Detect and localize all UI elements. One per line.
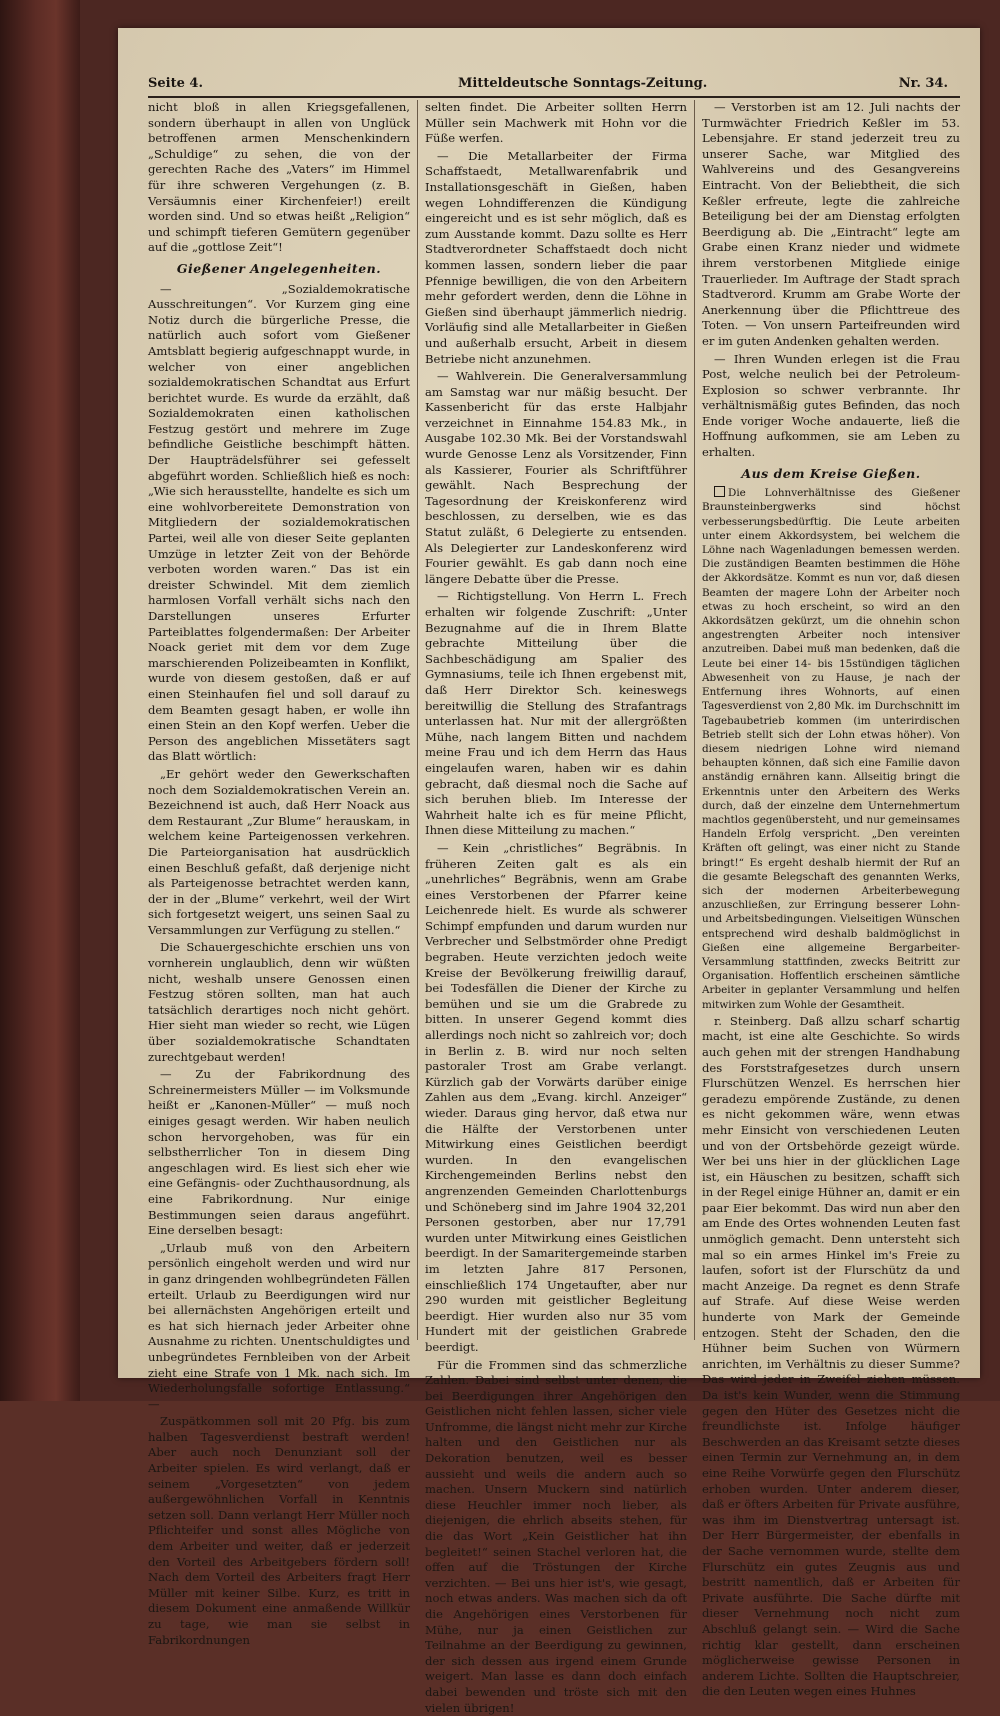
paragraph: „Urlaub muß von den Arbeitern persönlich eingeholt werden und wird nur in ganz dringenden wohlbegründeten Fällen erteilt. Urlaub zu Beerdigungen wird nur bei allernächsten Angehörigen erteilt und es hat sich hiernach jeder Arbeiter ohne Ausnahme zu richten. Unentschuldigtes und unbegründetes Fernbleiben von der Arbeit zieht eine Strafe von 1 Mk. nach sich. Im Wiederholungsfalle sofortige Entlassung.“ —: [148, 1241, 410, 1413]
book-spine: [0, 0, 80, 1401]
paragraph: Zuspätkommen soll mit 20 Pfg. bis zum halben Tagesverdienst bestraft werden! Aber auch noch Denunziant soll der Arbeiter spielen. Es wird verlangt, daß er seinem „Vorgesetzten“ von jedem außergewöhnlichen Vorfall in Kenntnis setzen soll. Dann verlangt Herr Müller noch Pflichteifer und sonst alles Mögliche von dem Arbeiter und weiter, daß er jederzeit den Vorteil des Arbeitgebers fördern soll! Nach dem Vorteil des Arbeiters fragt Herr Müller mit keiner Silbe. Kurz, es tritt in diesem Dokument eine anmaßende Willkür zu tage, wie man sie selbst in Fabrikordnungen: [148, 1414, 410, 1648]
paragraph: nicht bloß in allen Kriegsgefallenen, sondern überhaupt in allen von Unglück betroffenen armen Menschenkindern „Schuldige“ zu sehen, die von der gerechten Rache des „Vaters“ im Himmel für ihre schweren Vergehungen (z. B. Versäumnis einer Kirchenfeier!) ereilt worden sind. Und so etwas heißt „Religion“ und schimpft tieferen Gemütern gegenüber auf die „gottlose Zeit“!: [148, 100, 410, 256]
paragraph: — „Sozialdemokratische Ausschreitungen“. Vor Kurzem ging eine Notiz durch die bürgerliche Presse, die natürlich auch sofort vom Gießener Amtsblatt begierig aufgeschnappt wurde, in welcher von einer angeblichen sozialdemokratischen Schandtat aus Erfurt berichtet wurde. Es wurde da erzählt, daß Sozialdemokraten einen katholischen Festzug gestört und mehrere im Zuge befindliche Geistliche beschimpft hätten. Der Haupträdelsführer sei gefesselt abgeführt worden. Schließlich hieß es noch: „Wie sich herausstellte, handelte es sich um eine wohlvorbereitete Demonstration von Mitgliedern der sozialdemokratischen Partei, weil alle von dieser Seite geplanten Umzüge in letzter Zeit von der Behörde verboten worden waren.“ Das ist ein dreister Schwindel. Mit dem ziemlich harmlosen Vorfall verhält sichs nach den Darstellungen unseres Erfurter Parteiblattes folgendermaßen: Der Arbeiter Noack geriet mit dem vor dem Zuge marschierenden Polizeibeamten in Konflikt, wurde von diesem gestoßen, daß er auf einen Steinhaufen fiel und soll darauf zu dem Beamten gesagt haben, er wolle ihn einen Stein an den Kopf werfen. Ueber die Person des angeblichen Missetäters sagt das Blatt wörtlich:: [148, 282, 410, 765]
newspaper-title: Mitteldeutsche Sonntags-Zeitung.: [458, 76, 707, 91]
paragraph: — Zu der Fabrikordnung des Schreinermeisters Müller — im Volksmunde heißt er „Kanonen-Müller“ — muß noch einiges gesagt werden. Wir haben neulich schon hervorgehoben, was für ein selbstherrlicher Ton in diesem Ding angeschlagen wird. Es liest sich eher wie eine Gefängnis- oder Zuchthausordnung, als eine Fabrikordnung. Nur einige Bestimmungen seien daraus angeführt. Eine derselben besagt:: [148, 1067, 410, 1239]
small-print-block: [702, 486, 960, 1012]
paragraph: [702, 486, 960, 1012]
paragraph: „Er gehört weder den Gewerkschaften noch dem Sozialdemokratischen Verein an. Bezeichnend ist auch, daß Herr Noack aus dem Restaurant „Zur Blume“ herauskam, in welchem keine Parteigenossen verkehren. Die Parteiorganisation hat ausdrücklich einen Beschluß gefaßt, daß derjenige nicht als Parteigenosse betrachtet werden kann, der in der „Blume“ verkehrt, weil der Wirt sich fortgesetzt weigert, uns seinen Saal zu Versammlungen zur Verfügung zu stellen.“: [148, 767, 410, 939]
paragraph-text: Die Lohnverhältnisse des Gießener Braunsteinbergwerks sind höchst verbesserungsbedürftig. Die Leute arbeiten unter einem Akkordsystem, bei welchem die Löhne nach Wagenladungen bemessen werden. Die zuständigen Beamten bestimmen die Höhe der Akkordsätze. Kommt es nun vor, daß diesen Beamten der magere Lohn der Arbeiter noch etwas zu hoch erscheint, so wird an den Akkordsätzen gekürzt, um die ohnehin schon angestrengten Arbeiter noch intensiver anzutreiben. Dabei muß man bedenken, daß die Leute bei einer 14- bis 15stündigen täglichen Abwesenheit von zu Hause, je nach der Entfernung ihres Wohnorts, auf einen Tagesverdienst von 2,80 Mk. im Durchschnitt im Tagebaubetrieb kommen (im unterirdischen Betrieb stellt sich der Lohn etwas höher). Von diesem niedrigen Lohne wird niemand behaupten können, daß sich eine Familie davon anständig ernähren kann. Allseitig bringt die Erkenntnis unter den Arbeitern des Werks durch, daß der einzelne dem Unternehmertum machtlos gegenübersteht, und nur gemeinsames Handeln Erfolg verspricht. „Den vereinten Kräften oft gelingt, was einer nicht zu Stande bringt!“ Es ergeht deshalb hiermit der Ruf an die gesamte Belegschaft des genannten Werks, sich der modernen Arbeiterbewegung anzuschließen, zur Erringung besserer Lohn- und Arbeitsbedingungen. Vielseitigen Wünschen entsprechend wird deshalb baldmöglichst in Gießen eine allgemeine Bergarbeiter-Versammlung stattfinden, zwecks Beitritt zur Organisation. Hoffentlich erscheinen sämtliche Arbeiter in geplanter Versammlung und helfen mitwirken zum Wohle der Gesamtheit.: [702, 487, 960, 1010]
section-heading: Gießener Angelegenheiten.: [148, 261, 410, 277]
paragraph: — Kein „christliches“ Begräbnis. In früheren Zeiten galt es als ein „unehrliches“ Begräbnis, wenn am Grabe eines Verstorbenen der Pfarrer keine Leichenrede hielt. Es wurde als schwerer Schimpf empfunden und darum wurden nur Verbrecher und Selbstmörder ohne Predigt begraben. Heute verzichten jedoch weite Kreise der Bevölkerung freiwillig darauf, bei Todesfällen die Diener der Kirche zu bemühen und sie um die Grabrede zu bitten. In unserer Gegend kommt dies allerdings noch nicht so zahlreich vor; doch in Berlin z. B. wird nur noch selten pastoraler Trost am Grabe verlangt. Kürzlich gab der Vorwärts darüber einige Zahlen aus dem „Evang. kirchl. Anzeiger“ wieder. Daraus ging hervor, daß etwa nur die Hälfte der Verstorbenen unter Mitwirkung eines Geistlichen beerdigt wurden. In den evangelischen Kirchengemeinden Berlins nebst den angrenzenden Gemeinden Charlottenburgs und Schöneberg sind im Jahre 1904 32,201 Personen gestorben, aber nur 17,791 wurden unter Mitwirkung eines Geistlichen beerdigt. In der Samaritergemeinde starben im letzten Jahre 817 Personen, einschließlich 174 Ungetaufter, aber nur 290 wurden mit geistlicher Begleitung beerdigt. Hier wurden also nur 35 vom Hundert mit der geistlichen Grabrede beerdigt.: [425, 841, 687, 1356]
paragraph: — Richtigstellung. Von Herrn L. Frech erhalten wir folgende Zuschrift: „Unter Bezugnahme auf die in Ihrem Blatte gebrachte Mitteilung über die Sachbeschädigung am Spalier des Gymnasiums, teile ich Ihnen ergebenst mit, daß Herr Direktor Sch. keineswegs bereitwillig die Stellung des Strafantrags unterlassen hat. Nur mit der allergrößten Mühe, nach langem Bitten und nachdem meine Frau und ich dem Herrn das Haus eingelaufen waren, haben wir es dahin gebracht, daß diesmal noch die Sache auf sich beruhen blieb. Im Interesse der Wahrheit halte ich es für meine Pflicht, Ihnen diese Mitteilung zu machen.“: [425, 589, 687, 839]
paragraph: r. Steinberg. Daß allzu scharf schartig macht, ist eine alte Geschichte. So wirds auch gehen mit der strengen Handhabung des Forststrafgesetzes durch unsern Flurschützen Wenzel. Es herrschen hier geradezu empörende Zustände, zu denen es nicht gekommen wäre, wenn etwas mehr Einsicht von verschiedenen Leuten und von der Ortsbehörde gezeigt würde. Wer bei uns hier in der glücklichen Lage ist, ein Häuschen zu besitzen, schafft sich in der Regel einige Hühner an, damit er ein paar Eier bekommt. Das wird nun aber den am Ende des Ortes wohnenden Leuten fast unmöglich gemacht. Denn untersteht sich mal so ein armes Hinkel im's Freie zu laufen, sofort ist der Flurschütz da und macht Anzeige. Da regnet es denn Strafe auf Strafe. Auf diese Weise werden hunderte von Mark der Gemeinde entzogen. Steht der Schaden, den die Hühner beim Suchen von Würmern anrichten, im Verhältnis zu dieser Summe? Das wird jeder in Zweifel ziehen müssen. Da ist's kein Wunder, wenn die Stimmung gegen den Hüter des Gesetzes nicht die freundlichste ist. Infolge häufiger Beschwerden an das Kreisamt setzte dieses einen Termin zur Vernehmung an, in dem eine Reihe Vorwürfe gegen den Flurschütz erhoben wurden. Unter anderem dieser, daß er öfters Arbeiten für Private ausführe, was ihm im Dienstvertrag untersagt ist. Der Herr Bürgermeister, der ebenfalls in der Sache vernommen wurde, stellte dem Flurschütz ein gutes Zeugnis aus und bestritt namentlich, daß er Arbeiten für Private ausführte. Die Sache dürfte mit dieser Vernehmung noch nicht zum Abschluß gelangt sein. — Wird die Sache richtig klar gestellt, dann erscheinen möglicherweise gewisse Personen in anderem Lichte. Sollten die Hauptschreier, die den Leuten wegen eines Huhnes: [702, 1014, 960, 1700]
issue-number: Nr. 34.: [899, 76, 948, 91]
paragraph: selten findet. Die Arbeiter sollten Herrn Müller sein Machwerk mit Hohn vor die Füße werfen.: [425, 100, 687, 147]
column-divider: [694, 100, 695, 1340]
column-3: [702, 100, 960, 1340]
section-marker-icon: [714, 486, 725, 497]
header-rule: [148, 96, 960, 98]
column-divider: [417, 100, 418, 1340]
column-1: [148, 100, 410, 1340]
paragraph: — Wahlverein. Die Generalversammlung am Samstag war nur mäßig besucht. Der Kassenbericht für das erste Halbjahr verzeichnet in Einnahme 154.83 Mk., in Ausgabe 102.30 Mk. Bei der Vorstandswahl wurde Genosse Lenz als Vorsitzender, Finn als Kassierer, Fourier als Schriftführer gewählt. Nach Besprechung der Tagesordnung der Kreiskonferenz wird beschlossen, zu derselben, wie es das Statut zuläßt, 6 Delegierte zu entsenden. Als Delegierter zur Landeskonferenz wird Fourier gewählt. Es gab dann noch eine längere Debatte über die Presse.: [425, 369, 687, 587]
paragraph: Die Schauergeschichte erschien uns von vornherein unglaublich, denn wir wüßten nicht, weshalb unsere Genossen einen Festzug stören sollten, man hat auch tatsächlich derartiges noch nicht gehört. Hier sieht man wieder so recht, wie Lügen über sozialdemokratische Schandtaten zurechtgebaut werden!: [148, 940, 410, 1065]
paragraph: Für die Frommen sind das schmerzliche Zahlen. Dabei sind selbst unter denen, die bei Beerdigungen ihrer Angehörigen den Geistlichen nicht fehlen lassen, sicher viele Unfromme, die längst nicht mehr zur Kirche halten und den Geistlichen nur als Dekoration benutzen, weil es besser aussieht und weils die andern auch so machen. Unsern Muckern sind natürlich diese Heuchler immer noch lieber, als diejenigen, die ehrlich abseits stehen, für die das Wort „Kein Geistlicher hat ihn begleitet!“ seinen Stachel verloren hat, die offen auf die Tröstungen der Kirche verzichten. — Bei uns hier ist's, wie gesagt, noch etwas anders. Was machen sich da oft die Angehörigen eines Verstorbenen für Mühe, nur ja einen Geistlichen zur Teilnahme an der Beerdigung zu gewinnen, der sich dessen aus irgend einem Grunde weigert. Man lasse es dann doch einfach dabei bewenden und tröste sich mit den vielen übrigen!: [425, 1358, 687, 1716]
section-heading: Aus dem Kreise Gießen.: [702, 466, 960, 482]
page-number: Seite 4.: [148, 76, 203, 91]
paragraph: — Verstorben ist am 12. Juli nachts der Turmwächter Friedrich Keßler im 53. Lebensjahre. Er stand jederzeit treu zu unserer Sache, war Mitglied des Wahlvereins und des Gesangvereins Eintracht. Von der Beliebtheit, die sich Keßler erfreute, legte die zahlreiche Beteiligung bei der am Dienstag erfolgten Beerdigung ab. Die „Eintracht“ legte am Grabe einen Kranz nieder und widmete ihrem verstorbenen Mitgliede einige Trauerlieder. Im Auftrage der Stadt sprach Stadtverord. Krumm am Grabe Worte der Anerkennung über die Pflichttreue des Toten. — Von unsern Parteifreunden wird er im guten Andenken gehalten werden.: [702, 100, 960, 350]
page-header: [148, 76, 948, 96]
paragraph: — Die Metallarbeiter der Firma Schaffstaedt, Metallwarenfabrik und Installationsgeschäft in Gießen, haben wegen Lohndifferenzen die Kündigung eingereicht und es ist sehr möglich, daß es zum Ausstande kommt. Dazu sollte es Herr Stadtverordneter Schaffstaedt doch nicht kommen lassen, sondern lieber die paar Pfennige bewilligen, die von den Arbeitern mehr gefordert werden, denn die Löhne in Gießen sind überhaupt jämmerlich niedrig. Vorläufig sind alle Metallarbeiter in Gießen und außerhalb ersucht, Arbeit in diesem Betriebe nicht anzunehmen.: [425, 149, 687, 367]
column-2: [425, 100, 687, 1340]
paragraph: — Ihren Wunden erlegen ist die Frau Post, welche neulich bei der Petroleum-Explosion so schwer verbrannte. Ihr verhältnismäßig gutes Befinden, das noch Ende voriger Woche andauerte, ließ die Hoffnung aufkommen, sie am Leben zu erhalten.: [702, 352, 960, 461]
